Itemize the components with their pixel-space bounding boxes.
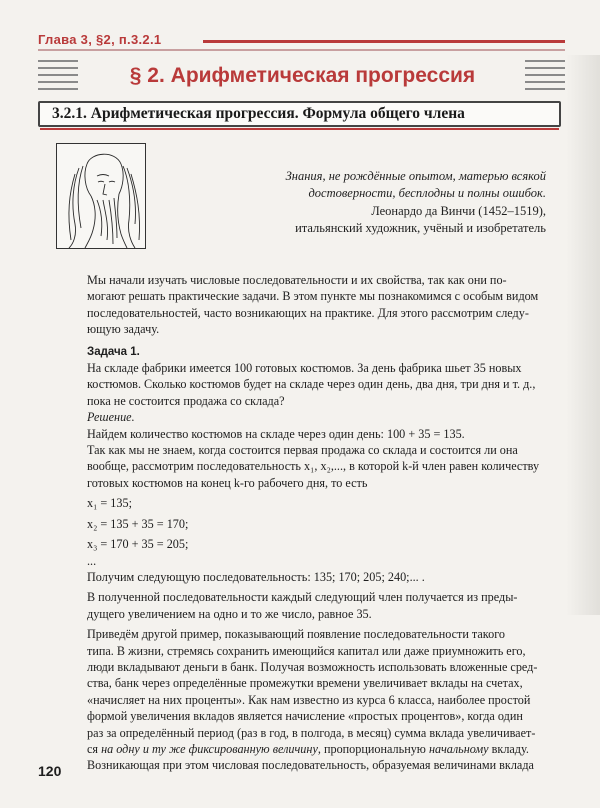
formula-line: x₂ = 135 + 35 = 170; [87,516,189,531]
formula-line: x₃ = 170 + 35 = 205; [87,537,189,552]
text-line: Получим следующую последовательность: 135; 170; 205; 240;... . [87,569,425,584]
section-title: § 2. Арифметическая прогрессия [129,64,476,87]
left-stripe-decoration [38,60,78,94]
right-stripe-decoration [525,60,565,94]
formula-line: ... [87,553,97,568]
leonardo-portrait [56,143,146,249]
text-line: последовательностей, часто возникающих на практике. Для этого рассмотрим следу- [87,305,529,320]
epigraph-author [250,203,546,237]
portrait-drawing-icon [57,144,145,248]
text-line: «начисляет на них проценты». Как нам известно из курса 6 класса, наиболее простой [87,692,531,707]
text-line: пока не состоится продажа со склада? [87,393,285,408]
text-line: В полученной последовательности каждый следующий член получается из преды- [87,590,518,605]
text-span: , пропорциональную [317,741,429,756]
text-line: Так как мы не знаем, когда состоится первая продажа со склада и состоится ли она [87,443,518,458]
text-line: ющую задачу. [87,322,160,337]
text-line: Приведём другой пример, показывающий появление последовательности такого [87,627,505,642]
text-line: вообще, рассмотрим последовательность x₁, x₂,..., в которой k-й член равен количеству [87,459,540,474]
main-text [87,272,557,774]
chapter-rule-thin [38,49,565,51]
subsection-title: 3.2.1. Арифметическая прогрессия. Формула общего члена [52,105,465,122]
text-span: вкладу. [488,741,529,756]
author-name: Леонардо да Винчи (1452–1519), [371,204,546,218]
text-line: Мы начали изучать числовые последовательности и их свойства, так как они по- [87,273,507,287]
subsection-box [38,101,561,127]
text-line: готовых костюмов на конец k-го рабочего дня, то есть [87,475,368,490]
chapter-rule [203,40,565,43]
author-role: итальянский художник, учёный и изобретатель [295,221,546,235]
text-line: раз за определённый период (раз в год, в полгода, в месяц) сумма вклада увеличивает- [87,725,536,740]
text-line: формой увеличения вкладов является начисление «простых процентов», когда один [87,709,523,724]
formula-line: x₁ = 135; [87,496,132,511]
text-span: ся [87,741,102,756]
quote-line: достоверности, бесплодны и полны ошибок. [308,186,546,200]
quote-line: Знания, не рождённые опытом, матерью всякой [285,169,546,183]
text-line: типа. В жизни, стремясь сохранить имеющийся капитал или даже приумножить его, [87,643,526,658]
chapter-breadcrumb: Глава 3, §2, п.3.2.1 [38,32,162,47]
solution-title: Решение. [87,410,135,425]
text-line [87,741,557,757]
emphasis-text: на одну и ту же фиксированную величину [101,741,318,756]
text-line: На складе фабрики имеется 100 готовых костюмов. За день фабрика шьет 35 новых [87,361,522,376]
text-line: ства, банк через определённые промежутки времени увеличивает вклады на счетах, [87,676,523,691]
text-line: люди вкладывают деньги в банк. Получая возможность использовать вложенные сред- [87,659,538,674]
page-number: 120 [38,763,62,779]
emphasis-text: начальному [428,741,489,756]
text-line: Найдем количество костюмов на складе через один день: 100 + 35 = 135. [87,426,465,441]
page-edge-shadow [566,55,600,615]
text-line: костюмов. Сколько костюмов будет на складе через один день, два дня, три дня и т. д., [87,377,536,392]
text-line: Возникающая при этом числовая последовательность, образуемая величинами вклада [87,758,534,773]
text-line: могают решать практические задачи. В этом пункте мы познакомимся с особым видом [87,289,539,304]
text-line: дущего увеличением на одно и то же число, равное 35. [87,606,372,621]
task-title: Задача 1. [87,345,140,358]
epigraph-quote [250,168,546,202]
